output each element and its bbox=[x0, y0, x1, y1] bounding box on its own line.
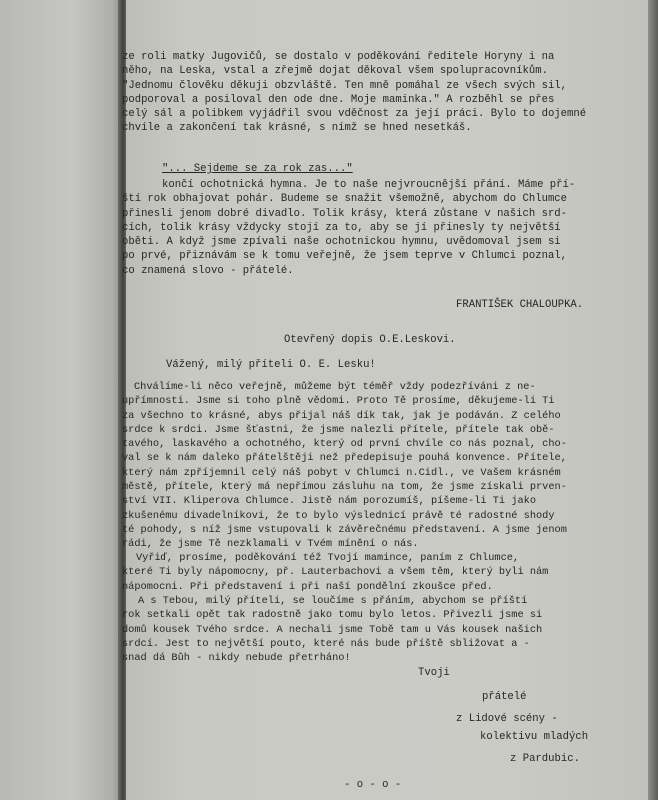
paragraph-1 bbox=[122, 50, 586, 136]
text-line: snad dá Bůh - nikdy nebude přetrháno! bbox=[122, 652, 351, 665]
typewritten-page bbox=[122, 0, 648, 800]
letter-salutation: Vážený, milý příteli O. E. Lesku! bbox=[166, 359, 376, 371]
text-line: co znamená slovo - přátelé. bbox=[122, 264, 294, 277]
author-signature: FRANTIŠEK CHALOUPKA. bbox=[456, 299, 584, 311]
text-line: té pohody, s níž jsme vstupovali k závěrečnému představení. A jsme jenom bbox=[122, 523, 567, 536]
text-line: ze roli matky Jugovičů, se dostalo v poděkování ředitele Horyny i na bbox=[122, 51, 555, 63]
text-line: srdce k srdci. Jsme šťastni, že jsme nalezli přítele, přítele tak obě- bbox=[122, 423, 555, 436]
closing-friends: přátelé bbox=[482, 691, 527, 703]
closing-theatre: z Lidové scény - bbox=[456, 713, 558, 725]
text-line: něho, na Leska, vstal a zřejmě dojat děkoval všem spolupracovníkům. bbox=[122, 65, 548, 78]
text-line: které Ti byly nápomocny, př. Lauterbachovi a všem těm, který byli nám bbox=[122, 566, 549, 579]
text-line: zkušenému divadelníkovi, že to bylo výslednicí právě té radostné shody bbox=[122, 509, 555, 522]
text-line: rádi, že jsme Tě nezklamali v Tvém mínění o nás. bbox=[122, 538, 419, 551]
text-line: podporoval a posiloval den ode dne. Moje maminka." A rozběhl se přes bbox=[122, 93, 555, 106]
text-line: Vyřiď, prosíme, poděkování též Tvojí mamince, paním z Chlumce, bbox=[136, 552, 520, 564]
text-line: ští rok obhajovat pohár. Budeme se snažit všemožně, abychom do Chlumce bbox=[122, 193, 568, 206]
letter-title: Otevřený dopis O.E.Leskovi. bbox=[284, 334, 456, 346]
text-line: celý sál a polibkem vyjádřil svou vděčnost za její práci. Bylo to dojemné bbox=[122, 108, 587, 121]
text-line: oběti. A když jsme zpívali naše ochotnickou hymnu, uvědomoval jsem si bbox=[122, 236, 561, 249]
text-line: rok setkali opět tak radostně jako tomu bylo letos. Přivezli jsme si bbox=[122, 609, 543, 622]
closing-city: z Pardubic. bbox=[510, 753, 580, 765]
text-line: "Jednomu člověku děkuji obzvláště. Ten mně pomáhal ze všech svých sil, bbox=[122, 79, 568, 92]
text-line: přinesli jenom dobré divadlo. Tolik krásy, která zůstane v našich srd- bbox=[122, 207, 568, 220]
text-line: srdcí. Jest to největší pouto, které nás bude příště sbližovat a - bbox=[122, 637, 530, 650]
text-line: A s Tebou, milý příteli, se loučíme s přáním, abychom se příští bbox=[138, 595, 528, 607]
text-line: domů kousek Tvého srdce. A nechali jsme Tobě tam u Vás kousek našich bbox=[122, 623, 543, 636]
paragraph-5 bbox=[122, 594, 542, 665]
text-line: který nám zpříjemnil celý náš pobyt v Chlumci n.Cidl., ve Vašem krásném bbox=[122, 466, 561, 479]
text-line: po prvé, přiznávám se k tomu veřejně, že jsem teprve v Chlumci poznal, bbox=[122, 250, 568, 263]
paragraph-3 bbox=[122, 380, 567, 552]
left-page bbox=[0, 0, 122, 800]
hymn-quote: "... Sejdeme se za rok zas..." bbox=[162, 163, 353, 175]
text-line: za všechno to krásné, abys přijal náš dík tak, jak je podáván. Z celého bbox=[122, 409, 561, 422]
text-line: ství VII. Kliperova Chlumce. Jistě nám porozumíš, píšeme-li Ti jako bbox=[122, 495, 537, 508]
closing-collective: kolektivu mladých bbox=[480, 731, 589, 743]
text-line: Chválíme-li něco veřejně, můžeme být téměř vždy podezříváni z ne- bbox=[134, 381, 536, 393]
text-line: val se k nám daleko přátelštěji než předepisuje pouhá konvence. Přítele, bbox=[122, 452, 567, 465]
text-line: upřímnosti. Jsme si toho plně vědomi. Proto Tě prosíme, děkujeme-li Ti bbox=[122, 395, 555, 408]
paragraph-2 bbox=[122, 178, 575, 278]
text-line: cích, tolik krásy vždycky stojí za to, aby se jí přinesly ty největší bbox=[122, 221, 561, 234]
closing-word: Tvoji bbox=[418, 667, 450, 679]
text-line: tavého, laskavého a ochotného, který od první chvíle co nás poznal, cho- bbox=[122, 438, 567, 451]
text-line: končí ochotnická hymna. Je to naše nejvroucnější přání. Máme pří- bbox=[162, 179, 576, 191]
text-line: chvíle a zakončení tak krásné, s nímž se hned nesetkáš. bbox=[122, 122, 472, 135]
text-line: nápomocni. Při představení i při naší pondělní zkoušce před. bbox=[122, 580, 493, 593]
text-line: městě, přítele, který má nepřímou zásluhu na tom, že jsme získali prven- bbox=[122, 481, 567, 494]
end-separator: - o - o - bbox=[344, 779, 402, 791]
paragraph-4 bbox=[122, 551, 548, 594]
